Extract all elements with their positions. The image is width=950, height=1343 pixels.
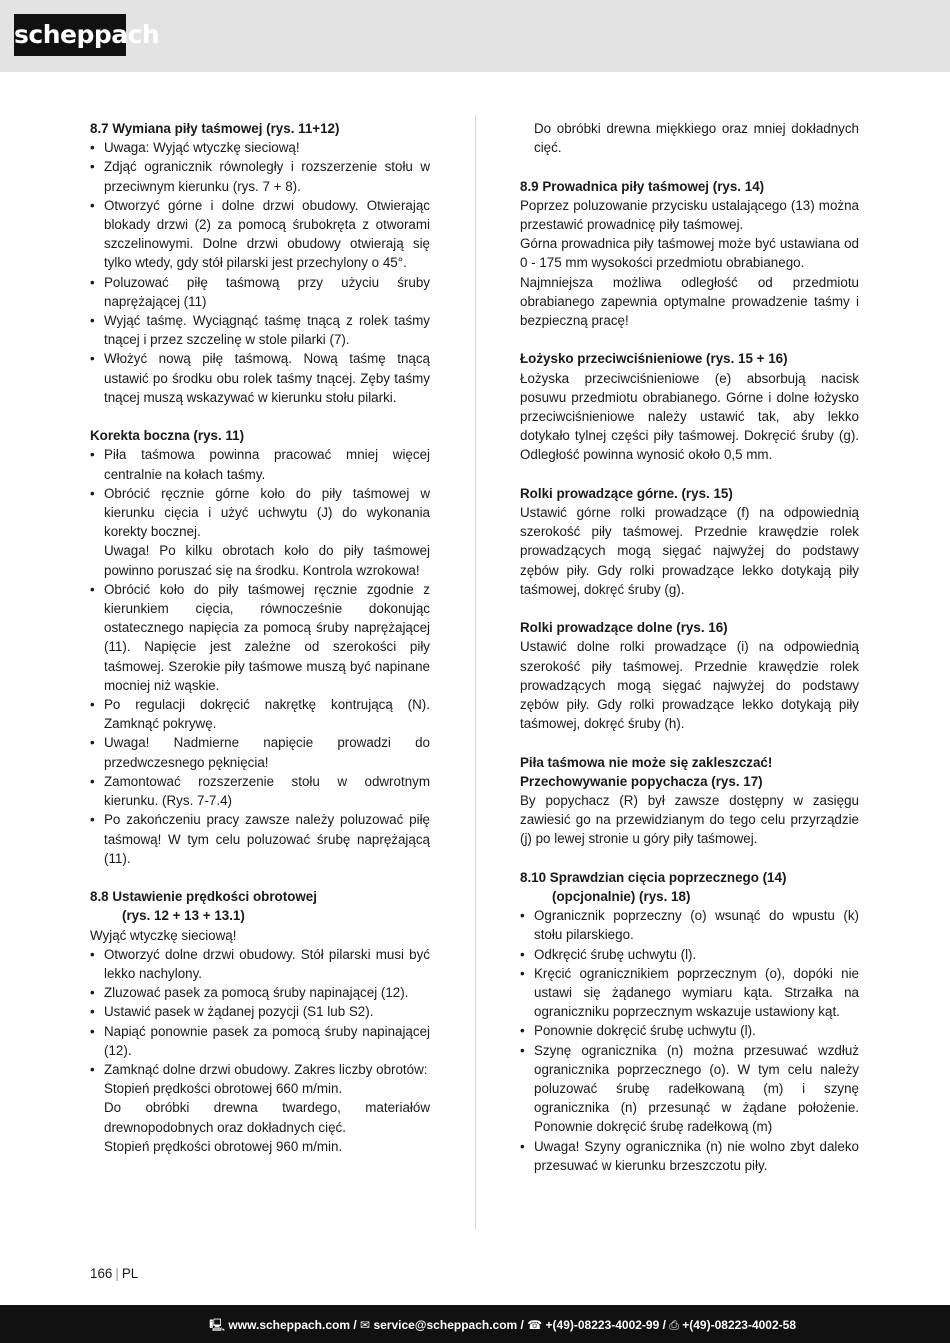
list-item: • Ponownie dokręcić śrubę uchwytu (l). (520, 1021, 859, 1040)
left-column (90, 119, 430, 1156)
list-item: • Napiąć ponownie pasek za pomocą śruby napinającej (12). (90, 1022, 430, 1060)
list-item: • Zamknąć dolne drzwi obudowy. Zakres liczby obrotów: (90, 1060, 430, 1079)
continued-text (520, 119, 859, 157)
list-item: • Zluzować pasek za pomocą śruby napinającej (12). (90, 983, 430, 1002)
note-text: Do obróbki drewna twardego, materiałów drewnopodobnych oraz dokładnych cięć. (104, 1100, 430, 1135)
section-heading: Rolki prowadzące górne. (rys. 15) (520, 485, 733, 501)
list-item: • Zamontować rozszerzenie stołu w odwrotnym kierunku. (Rys. 7-7.4) (90, 772, 430, 810)
list-item: • Poluzować piłę taśmową przy użyciu śruby naprężającej (11) (90, 273, 430, 311)
list-item: • Kręcić ogranicznikiem poprzecznym (o), dopóki nie ustawi się żądanego wymiaru kąta. Strzałka na ograniczniku poprzecznym wskazuje ustawiony kąt. (520, 964, 859, 1022)
list-item: • Uwaga: Wyjąć wtyczkę sieciową! (90, 138, 430, 157)
intro-text: Wyjąć wtyczkę sieciową! (90, 927, 237, 943)
list-item: • Otworzyć dolne drzwi obudowy. Stół pilarski musi być lekko nachylony. (90, 945, 430, 983)
section-heading: 8.8 Ustawienie prędkości obrotowej (90, 889, 317, 905)
note-text: Stopień prędkości obrotowej 960 m/min. (104, 1138, 343, 1154)
footer-contacts (209, 1316, 796, 1337)
section-8-9 (520, 177, 859, 331)
section-rolki-dolne (520, 618, 859, 733)
paragraph: Poprzez poluzowanie przycisku ustalającego (13) można przestawić prowadnicę piły taśmowej. (520, 197, 859, 232)
paragraph: Najmniejsza możliwa odległość od przedmiotu obrabianego zapewnia optymalne prowadzenie taśmy i bezpieczną pracę! (520, 274, 859, 329)
list-item: • Wyjąć taśmę. Wyciągnąć taśmę tnącą z rolek taśmy tnącej i przez szczelinę w stole pilarki (7). (90, 311, 430, 349)
section-8-8 (90, 887, 430, 1156)
bullet-list (90, 580, 430, 868)
paragraph: Górna prowadnica piły taśmowej może być ustawiana od 0 - 175 mm wysokości przedmiotu obrabianego. (520, 236, 859, 271)
section-heading: Łożysko przeciwciśnieniowe (rys. 15 + 16) (520, 351, 788, 367)
page-language: PL (121, 1266, 139, 1281)
list-item: • Obrócić koło do piły taśmowej ręcznie zgodnie z kierunkiem cięcia, równocześnie dokonując ostatecznego napięcia za pomocą śruby naprężającej (11). Napięcie jest zależne od szerokości piły taśmowej. Szerokie piły taśmowe muszą być napinane mocniej niż wąskie. (90, 580, 430, 695)
column-divider (475, 115, 476, 1230)
envelope-icon: ✉ (360, 1318, 371, 1332)
section-8-7 (90, 119, 430, 407)
page-number-value: 166 (90, 1266, 113, 1281)
page-number (90, 1266, 138, 1281)
list-item: • Odkręcić śrubę uchwytu (l). (520, 945, 859, 964)
list-item: • Piła taśmowa powinna pracować mniej więcej centralnie na kołach taśmy. (90, 445, 430, 483)
footer-phone: +(49)-08223-4002-99 (545, 1318, 660, 1332)
list-item: • Po zakończeniu pracy zawsze należy poluzować piłę taśmową! W tym celu poluzować śrubę naprężającą (11). (90, 810, 430, 868)
bullet-list (90, 138, 430, 407)
footer-email[interactable]: service@scheppach.com (373, 1318, 518, 1332)
footer-fax: +(49)-08223-4002-58 (682, 1318, 796, 1332)
section-heading: Rolki prowadzące dolne (rys. 16) (520, 620, 728, 636)
bullet-list (90, 445, 430, 541)
footer-separator: / (659, 1318, 670, 1332)
right-column (520, 119, 859, 1175)
list-item: • Włożyć nową piłę taśmową. Nową taśmę tnącą ustawić po środku obu rolek taśmy tnącej. Zęby taśmy tnącej muszą wskazywać w kierunku stołu pilarki. (90, 349, 430, 407)
list-item: • Zdjąć ogranicznik równoległy i rozszerzenie stołu w przeciwnym kierunku (rys. 7 + 8). (90, 157, 430, 195)
list-item: • Uwaga! Nadmierne napięcie prowadzi do przedwczesnego pęknięcia! (90, 733, 430, 771)
paragraph: By popychacz (R) był zawsze dostępny w zasięgu zawiesić go na przewidzianym do tego celu przyrządzie (j) po lewej stronie u góry piły taśmowej. (520, 793, 859, 847)
list-item: • Szynę ogranicznika (n) można przesuwać wzdłuż ogranicznika poprzecznego (o). W tym celu należy poluzować śrubę radełkowaną (m) i szynę ogranicznika (n) przesunąć w żądane położenie. Ponownie dokręcić śrubę radełkową (m) (520, 1041, 859, 1137)
list-item: • Po regulacji dokręcić nakrętkę kontrującą (N). Zamknąć pokrywę. (90, 695, 430, 733)
section-korekta-boczna (90, 426, 430, 868)
page-separator: | (115, 1266, 119, 1281)
section-heading: 8.9 Prowadnica piły taśmowej (rys. 14) (520, 178, 765, 194)
footer-separator: / (350, 1318, 361, 1332)
list-item: • Otworzyć górne i dolne drzwi obudowy. Otwierając blokady drzwi (2) za pomocą śrubokręta z otworami szczelinowymi. Dolne drzwi obudowy otwierają się tylko wtedy, gdy stół pilarski jest przechylony o 45°. (90, 196, 430, 273)
list-item: • Obrócić ręcznie górne koło do piły taśmowej w kierunku cięcia i użyć uchwytu (J) do wykonania korekty bocznej. (90, 484, 430, 542)
paragraph: Ustawić górne rolki prowadzące (f) na odpowiednią szerokość piły taśmowej. Przednie krawędzie rolek prowadzących mogą sięgać najwyżej do podstawy zębów piły. Gdy rolki prowadzące lekko dotykają piły taśmowej, dokręć śruby (g). (520, 505, 859, 597)
note-text: Uwaga! Po kilku obrotach koło do piły taśmowej powinno poruszać się na środku. Kontrola wzrokowa! (104, 543, 430, 578)
fax-icon: ⎙ (669, 1318, 679, 1332)
scheppach-logo: scheppach (14, 14, 126, 56)
section-heading: Przechowywanie popychacza (rys. 17) (520, 773, 763, 789)
page-footer (0, 1305, 950, 1343)
page-header (0, 0, 950, 72)
list-item: • Uwaga! Szyny ogranicznika (n) nie wolno zbyt daleko przesuwać w kierunku brzeszczotu piły. (520, 1137, 859, 1175)
paragraph: Ustawić dolne rolki prowadzące (i) na odpowiednią szerokość piły taśmowej. Przednie krawędzie rolek prowadzących mogą sięgać najwyżej do podstawy zębów piły. Gdy rolki prowadzące lekko dotykają piły taśmowej, dokręć śruby (h). (520, 639, 859, 732)
note-text: Stopień prędkości obrotowej 660 m/min. (104, 1081, 343, 1097)
section-lozysko (520, 349, 859, 464)
section-heading: Korekta boczna (rys. 11) (90, 428, 245, 444)
note-text: Do obróbki drewna miękkiego oraz mniej dokładnych cięć. (534, 121, 859, 156)
section-pila (520, 753, 859, 849)
section-heading-cont: (rys. 12 + 13 + 13.1) (122, 908, 245, 924)
list-item: • Ustawić pasek w żądanej pozycji (S1 lub S2). (90, 1002, 430, 1021)
phone-icon: ☎ (527, 1318, 543, 1332)
section-heading: 8.10 Sprawdzian cięcia poprzecznego (14) (520, 869, 787, 885)
section-8-10 (520, 868, 859, 1175)
bullet-list (90, 945, 430, 1079)
bullet-list (520, 906, 859, 1175)
list-item: • Ogranicznik poprzeczny (o) wsunąć do wpustu (k) stołu pilarskiego. (520, 906, 859, 944)
section-heading-cont: (opcjonalnie) (rys. 18) (552, 889, 691, 905)
paragraph: Łożyska przeciwciśnieniowe (e) absorbują nacisk posuwu przedmiotu obrabianego. Górne i dolne łożysko przeciwciśnieniowe należy ustawić tak, aby lekko dotykało tylnej części piły taśmowej. Dokręcić śruby (g). Odległość powinna wynosić około 0,5 mm. (520, 370, 859, 463)
section-heading: Piła taśmowa nie może się zakleszczać! (520, 754, 773, 770)
section-heading: 8.7 Wymiana piły taśmowej (rys. 11+12) (90, 121, 340, 136)
section-rolki-gorne (520, 484, 859, 599)
computer-icon: 🖳 (209, 1318, 226, 1332)
footer-separator: / (517, 1318, 528, 1332)
footer-website[interactable]: www.scheppach.com (228, 1318, 351, 1332)
